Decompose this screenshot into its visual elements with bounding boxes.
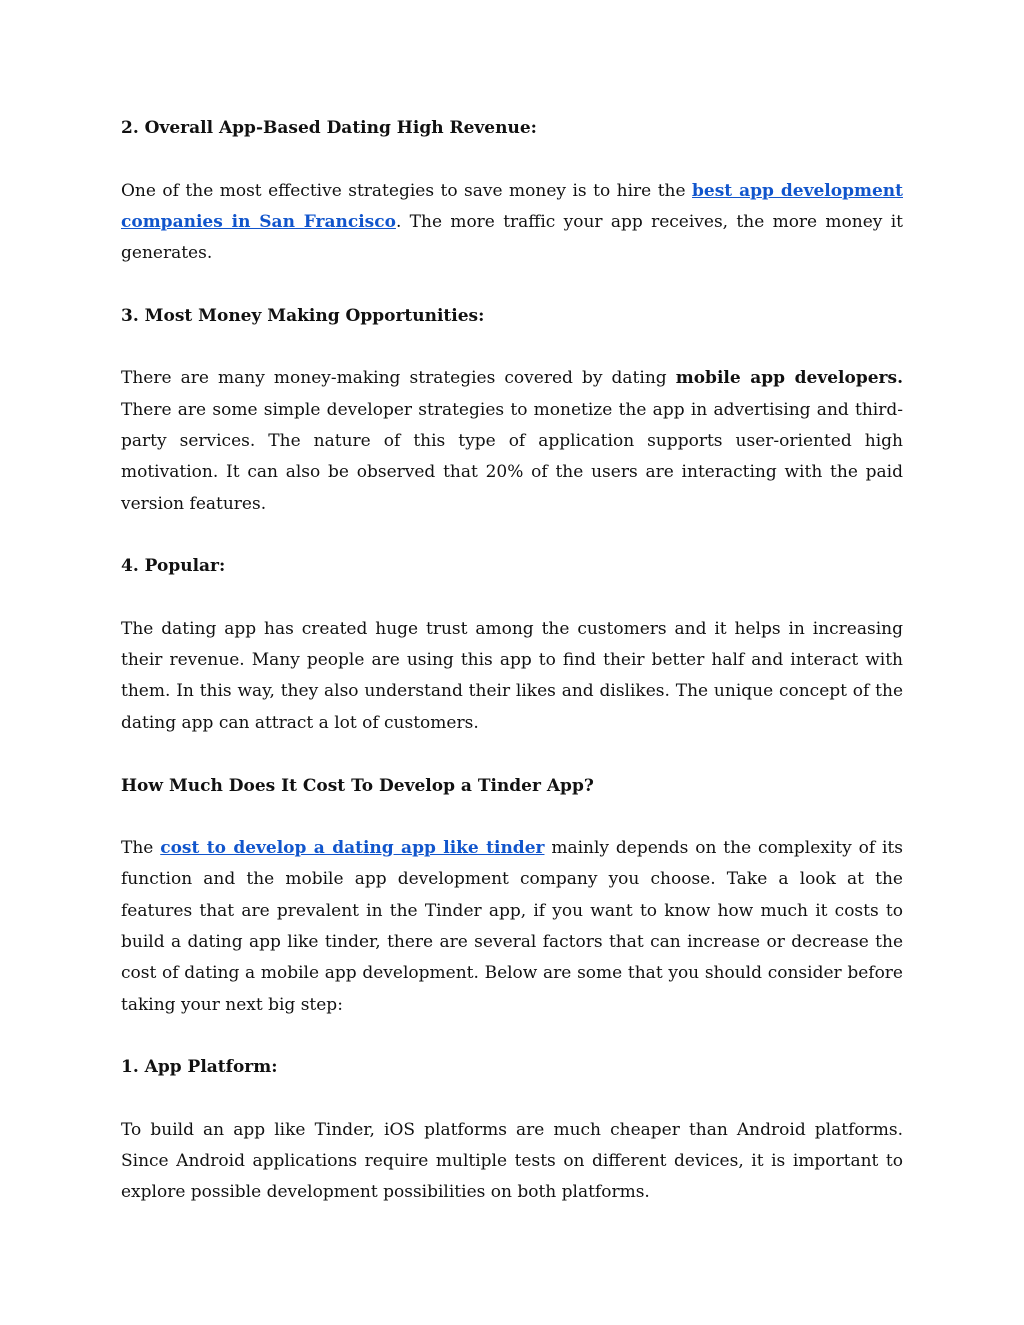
section-heading-popular: 4. Popular: <box>121 556 226 577</box>
link-cost-to-develop-dating-app[interactable]: cost to develop a dating app like tinder <box>160 838 545 859</box>
paragraph-cost <box>121 833 903 1021</box>
bold-mobile-app-developers: mobile app developers. <box>675 368 903 389</box>
paragraph-text: There are some simple developer strategies to monetize the app in advertising and third-party services. The nature of this type of application supports user-oriented high motivation. It can also be observed that 20% of the users are interacting with the paid version features. <box>121 399 903 514</box>
paragraph-text: The <box>121 838 161 859</box>
paragraph-text: One of the most effective strategies to save money is to hire the <box>121 180 693 201</box>
paragraph-text: mainly depends on the complexity of its function and the mobile app development company you choose. Take a look at the features that are prevalent in the Tinder app, if you want to know how much it costs to build a dating app like tinder, there are several factors that can increase or decrease the cost of dating a mobile app development. Below are some that you should consider before taking your next big step: <box>121 838 903 1015</box>
paragraph-popular: The dating app has created huge trust among the customers and it helps in increasing their revenue. Many people are using this app to find their better half and interact with them. In this way, they also understand their likes and dislikes. The unique concept of the dating app can attract a lot of customers. <box>121 618 903 733</box>
section-heading-overall-revenue: 2. Overall App-Based Dating High Revenue: <box>121 118 537 138</box>
document-page <box>121 113 903 1209</box>
paragraph-app-platform: To build an app like Tinder, iOS platforms are much cheaper than Android platforms. Since Android applications require multiple tests on different devices, it is important to explore possible development possibilities on both platforms. <box>121 1119 903 1203</box>
paragraph-overall-revenue <box>121 176 903 270</box>
section-heading-app-platform: 1. App Platform: <box>121 1057 278 1078</box>
paragraph-text: There are many money-making strategies covered by dating <box>121 368 676 389</box>
paragraph-text: . The more traffic your app receives, the more money it generates. <box>121 211 903 264</box>
section-heading-money-opportunities: 3. Most Money Making Opportunities: <box>121 305 485 326</box>
paragraph-money-opportunities <box>121 363 903 519</box>
section-heading-cost: How Much Does It Cost To Develop a Tinder App? <box>121 775 594 796</box>
link-best-app-development-companies[interactable]: best app development companies in San Francisco <box>121 180 903 232</box>
